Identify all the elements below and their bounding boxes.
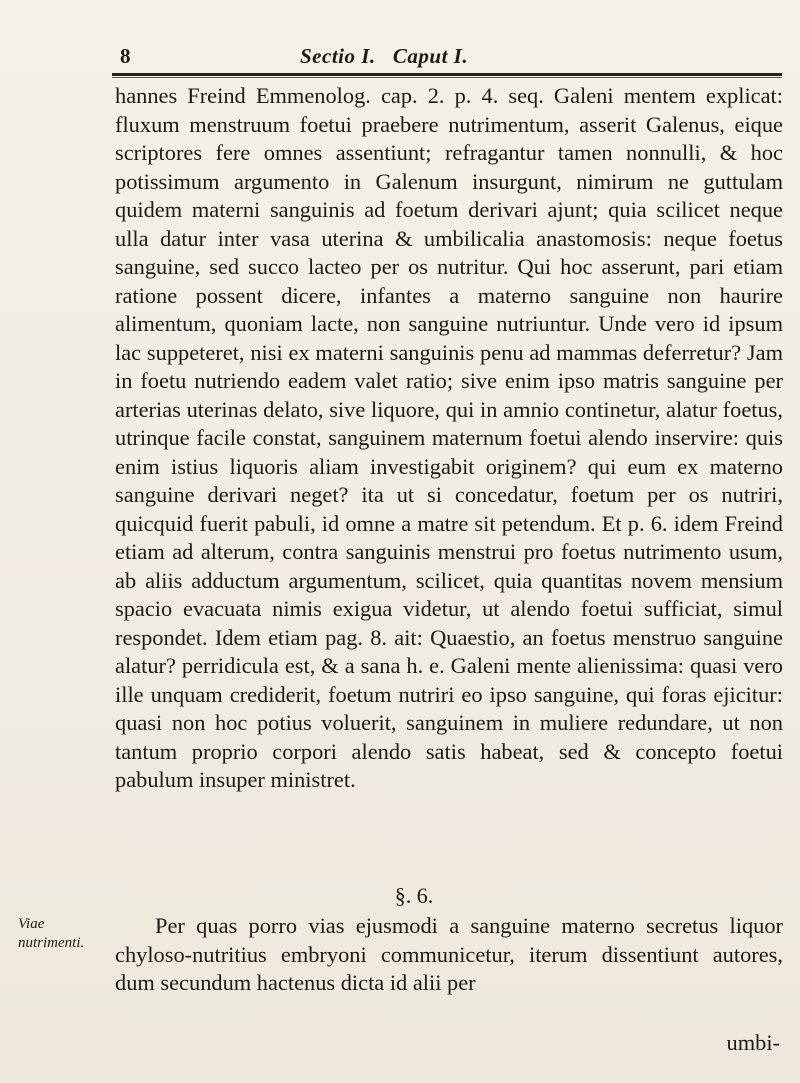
header-rule — [112, 73, 782, 76]
catchword: umbi- — [726, 1030, 780, 1055]
running-head: Sectio I. Caput I. — [300, 44, 469, 68]
section-mark: §. 6. — [394, 883, 434, 908]
paragraph-1: hannes Freind Emmenolog. cap. 2. p. 4. seq. Galeni mentem explicat: fluxum menstruum foetui praebere nutrimentum, asserit Galenus, eique scriptores fere omnes assentiunt; refragantur tamen nonnulli, & hoc potissimum argumento in Galenum insurgunt, nimirum ne guttulam quidem materni sanguinis ad foetum derivari ajunt; quia scilicet neque ulla datur inter vasa uterina & umbilicalia anastomosis: neque foetus sanguine, sed succo lacteo per os nutritur. Qui hoc asserunt, pari etiam ratione possent dicere, infantes a materno sanguine non haurire alimentum, quoniam lacte, non sanguine nutriuntur. Unde vero id ipsum lac suppeteret, nisi ex materni sanguinis penu ad mammas deferretur? Jam in foetu nutriendo eadem valet ratio; sive enim ipso matris sanguine per arterias uterinas delato, sive liquore, qui in amnio continetur, alatur foetus, utrinque facile constat, sanguinem maternum foetui alendo inservire: quis enim istius liquoris aliam investigabit originem? qui eum ex materno sanguine derivari neget? ita ut si concedatur, foetum per os nutriri, quicquid fuerit pabuli, id omne a matre sit petendum. Et p. 6. idem Freind etiam ad alterum, contra sanguinis menstrui pro foetus nutrimento usum, ab aliis adductum argumentum, scilicet, quia quantitas novem mensium spacio evacuata nimis exigua videtur, ut alendo foetui sufficiat, simul respondet. Idem etiam pag. 8. ait: Quaestio, an foetus menstruo sanguine alatur? perridicula est, & a sana h. e. Galeni mente alienissima: quasi vero ille unquam crediderit, foetum nutriri eo ipso sanguine, qui foras ejicitur: quasi non hoc potius voluerit, sanguinem in muliere redundare, ut non tantum proprio corpori alendo satis habeat, sed & concepto foetui pabulum insuper ministret. — [115, 83, 783, 792]
paragraph-2: Per quas porro vias ejusmodi a sanguine materno secretus liquor chyloso-nutritius embryoni communicetur, iterum dissentiunt autores, dum secundum hactenus dicta id alii per — [115, 913, 783, 995]
page-header — [120, 44, 780, 72]
page-number: 8 — [120, 44, 131, 68]
main-text-block — [115, 82, 783, 795]
margin-note: Viae nutrimenti. — [18, 916, 85, 951]
header-rule-thin — [112, 77, 782, 78]
